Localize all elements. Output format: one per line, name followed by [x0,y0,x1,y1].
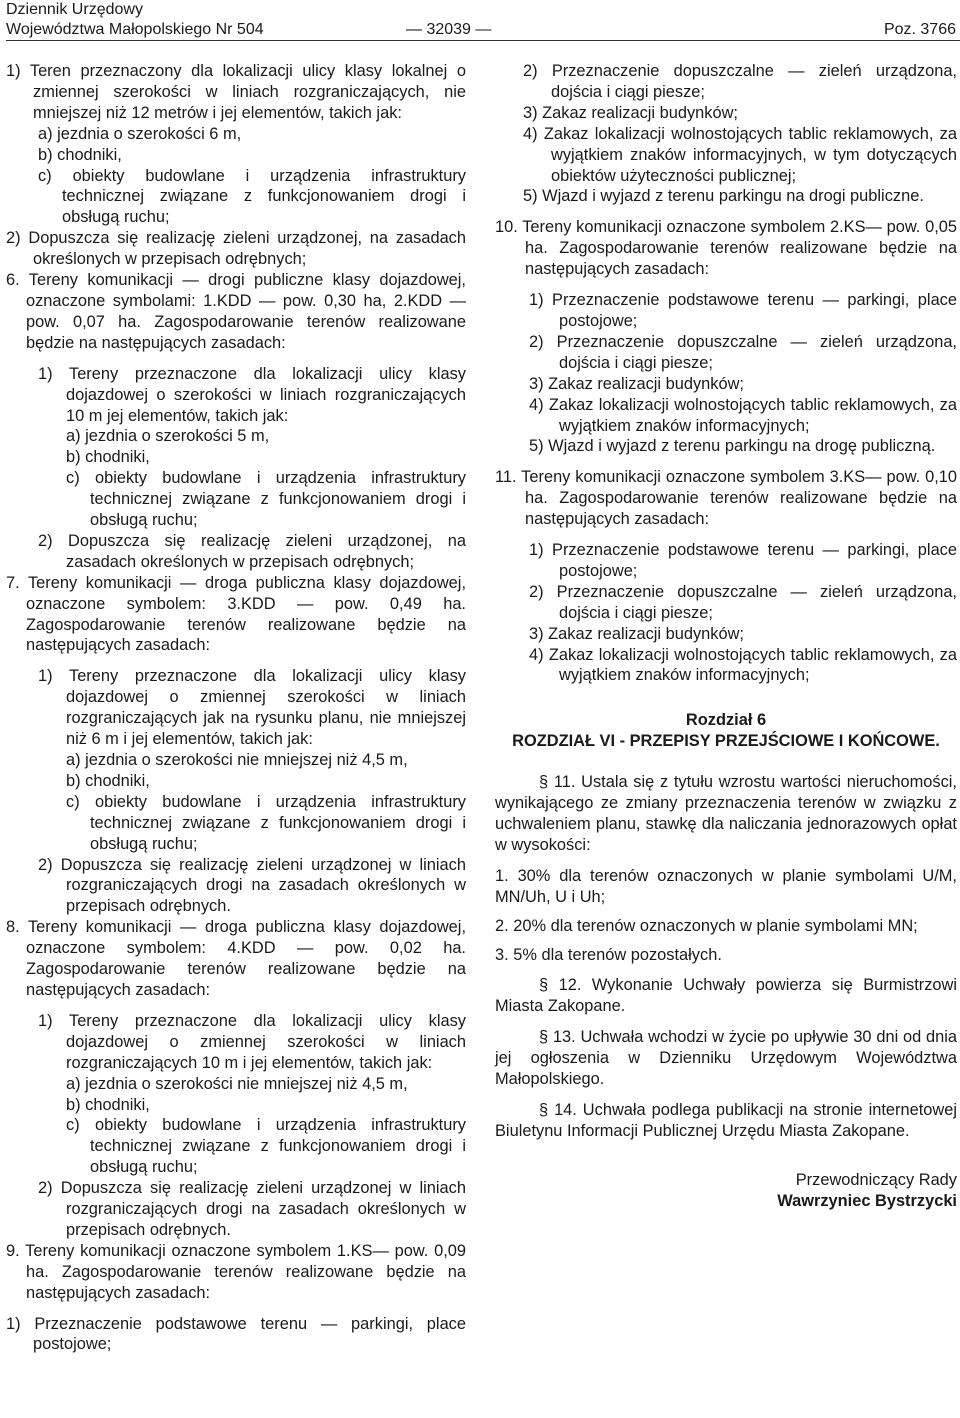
paragraph: 1) Teren przeznaczony dla lokalizacji ulicy klasy lokalnej o zmiennej szerokości w liniach rozgraniczających, nie mniejszej niż 12 metrów i jej elementów, takich jak: [6,62,466,122]
list-item: 1) Tereny przeznaczone dla lokalizacji ulicy klasy dojazdowej o szerokości w liniach rozgraniczających 10 m jej elementów, takich jak: [38,364,466,425]
paragraph-11: § 11. Ustala się z tytułu wzrostu wartości nieruchomości, wynikającego ze zmiany przeznaczenia terenów w związku z uchwaleniem planu, stawkę dla naliczania jednorazowych opłat w wysokości: [495,773,957,854]
list-item: 4) Zakaz lokalizacji wolnostojących tablic reklamowych, za wyjątkiem znaków informacyjnych; [529,395,957,435]
list-item: 3) Zakaz realizacji budynków; [523,103,738,122]
section-6: 6. Tereny komunikacji — drogi publiczne klasy dojazdowej, oznaczone symbolami: 1.KDD — pow. 0,30 ha, 2.KDD — pow. 0,07 ha. Zagospodarowanie terenów realizowane będzie na następujących zasadach: [6,271,466,352]
list-item: 2. 20% dla terenów oznaczonych w planie symbolami MN; [495,916,918,935]
paragraph: 2) Dopuszcza się realizację zieleni urządzonej, na zasadach określonych w przepisach odrębnych; [6,229,466,269]
header-divider [6,40,960,41]
section-9: 9. Tereny komunikacji oznaczone symbolem 1.KS— pow. 0,09 ha. Zagospodarowanie terenów realizowane będzie na następujących zasadach: [6,1241,466,1302]
section-11: 11. Tereny komunikacji oznaczone symbolem 3.KS— pow. 0,10 ha. Zagospodarowanie terenów realizowane będzie na następujących zasadach: [495,468,957,529]
list-item: 2) Przeznaczenie dopuszczalne — zieleń urządzona, dojścia i ciągi piesze; [529,332,957,372]
list-item: 1. 30% dla terenów oznaczonych w planie symbolami U/M, MN/Uh, U i Uh; [495,866,957,906]
signature-name: Wawrzyniec Bystrzycki [777,1191,957,1210]
list-item: b) chodniki, [66,771,150,790]
page-header [6,0,956,40]
chapter-title: ROZDZIAŁ VI - PRZEPISY PRZEJŚCIOWE I KOŃCOWE. [512,732,940,751]
list-item: a) jezdnia o szerokości 5 m, [66,427,270,446]
list-item: 2) Dopuszcza się realizację zieleni urządzonej w liniach rozgraniczających drogi na zasadach określonych w przepisach odrębnych. [38,855,466,916]
list-item: c) obiekty budowlane i urządzenia infrastruktury technicznej związane z funkcjonowaniem drogi i obsługą ruchu; [66,792,466,853]
list-item: 1) Tereny przeznaczone dla lokalizacji ulicy klasy dojazdowej o zmiennej szerokości w liniach rozgraniczających jak na rysunku planu, nie mniejszej niż 6 m i jej elementów, takich jak: [38,667,466,749]
signature-role: Przewodniczący Rady [795,1170,957,1189]
paragraph-14: § 14. Uchwała podlega publikacji na stronie internetowej Biuletynu Informacji Publicznej Urzędu Miasta Zakopane. [495,1100,957,1140]
position-number: Poz. 3766 [883,21,956,38]
list-item: 2) Dopuszcza się realizację zieleni urządzonej, na zasadach określonych w przepisach odrębnych; [38,531,466,571]
list-item: 3. 5% dla terenów pozostałych. [495,945,722,964]
list-item: c) obiekty budowlane i urządzenia infrastruktury technicznej związane z funkcjonowaniem drogi i obsługą ruchu; [38,166,466,227]
list-item: 4) Zakaz lokalizacji wolnostojących tablic reklamowych, za wyjątkiem znaków informacyjnych, w tym dotyczących obiektów użyteczności publicznej; [523,124,957,185]
list-item: 1) Tereny przeznaczone dla lokalizacji ulicy klasy dojazdowej o zmiennej szerokości w liniach rozgraniczających 10 m i jej elementów, takich jak: [38,1011,466,1072]
list-item: 4) Zakaz lokalizacji wolnostojących tablic reklamowych, za wyjątkiem znaków informacyjnych; [529,645,957,685]
list-item: 1) Przeznaczenie podstawowe terenu — parkingi, place postojowe; [529,541,957,580]
section-10: 10. Tereny komunikacji oznaczone symbolem 2.KS— pow. 0,05 ha. Zagospodarowanie terenów realizowane będzie na następujących zasadach: [495,218,957,279]
right-column [495,61,957,1212]
list-item: c) obiekty budowlane i urządzenia infrastruktury technicznej związane z funkcjonowaniem drogi i obsługą ruchu; [66,469,466,530]
list-item: 3) Zakaz realizacji budynków; [529,374,744,393]
paragraph-12: § 12. Wykonanie Uchwały powierza się Burmistrzowi Miasta Zakopane. [495,976,957,1016]
list-item: 3) Zakaz realizacji budynków; [529,624,744,643]
journal-region-number: Województwa Małopolskiego Nr 504 [6,21,264,38]
chapter-number: Rozdział 6 [685,711,767,730]
list-item: a) jezdnia o szerokości 6 m, [38,124,242,143]
list-item: 2) Przeznaczenie dopuszczalne — zieleń urządzona, dojścia i ciągi piesze; [523,62,957,101]
section-7: 7. Tereny komunikacji — droga publiczna klasy dojazdowej, oznaczone symbolem: 3.KDD — pow. 0,49 ha. Zagospodarowanie terenów realizowane będzie na następujących zasadach: [6,573,466,655]
list-item: 1) Przeznaczenie podstawowe terenu — parkingi, place postojowe; [529,291,957,330]
journal-title: Dziennik Urzędowy [6,1,143,18]
list-item: b) chodniki, [66,1095,150,1114]
list-item: b) chodniki, [66,448,150,467]
section-8: 8. Tereny komunikacji — droga publiczna klasy dojazdowej, oznaczone symbolem: 4.KDD — pow. 0,02 ha. Zagospodarowanie terenów realizowane będzie na następujących zasadach: [6,918,466,999]
list-item: 2) Dopuszcza się realizację zieleni urządzonej w liniach rozgraniczających drogi na zasadach określonych w przepisach odrębnych. [38,1179,466,1239]
list-item: a) jezdnia o szerokości nie mniejszej niż 4,5 m, [66,751,408,769]
list-item: 5) Wjazd i wyjazd z terenu parkingu na drogi publiczne. [523,187,924,206]
list-item: a) jezdnia o szerokości nie mniejszej niż 4,5 m, [66,1074,408,1093]
list-item: 2) Przeznaczenie dopuszczalne — zieleń urządzona, dojścia i ciągi piesze; [529,582,957,622]
list-item: 1) Przeznaczenie podstawowe terenu — parkingi, place postojowe; [6,1314,466,1354]
list-item: b) chodniki, [38,145,122,164]
list-item: 5) Wjazd i wyjazd z terenu parkingu na drogę publiczną. [529,437,936,456]
list-item: c) obiekty budowlane i urządzenia infrastruktury technicznej związane z funkcjonowaniem drogi i obsługą ruchu; [66,1116,466,1177]
left-column [6,61,466,1355]
page-number: — 32039 — [406,21,492,38]
paragraph-13: § 13. Uchwała wchodzi w życie po upływie 30 dni od dnia jej ogłoszenia w Dzienniku Urzędowym Województwa Małopolskiego. [495,1028,957,1089]
